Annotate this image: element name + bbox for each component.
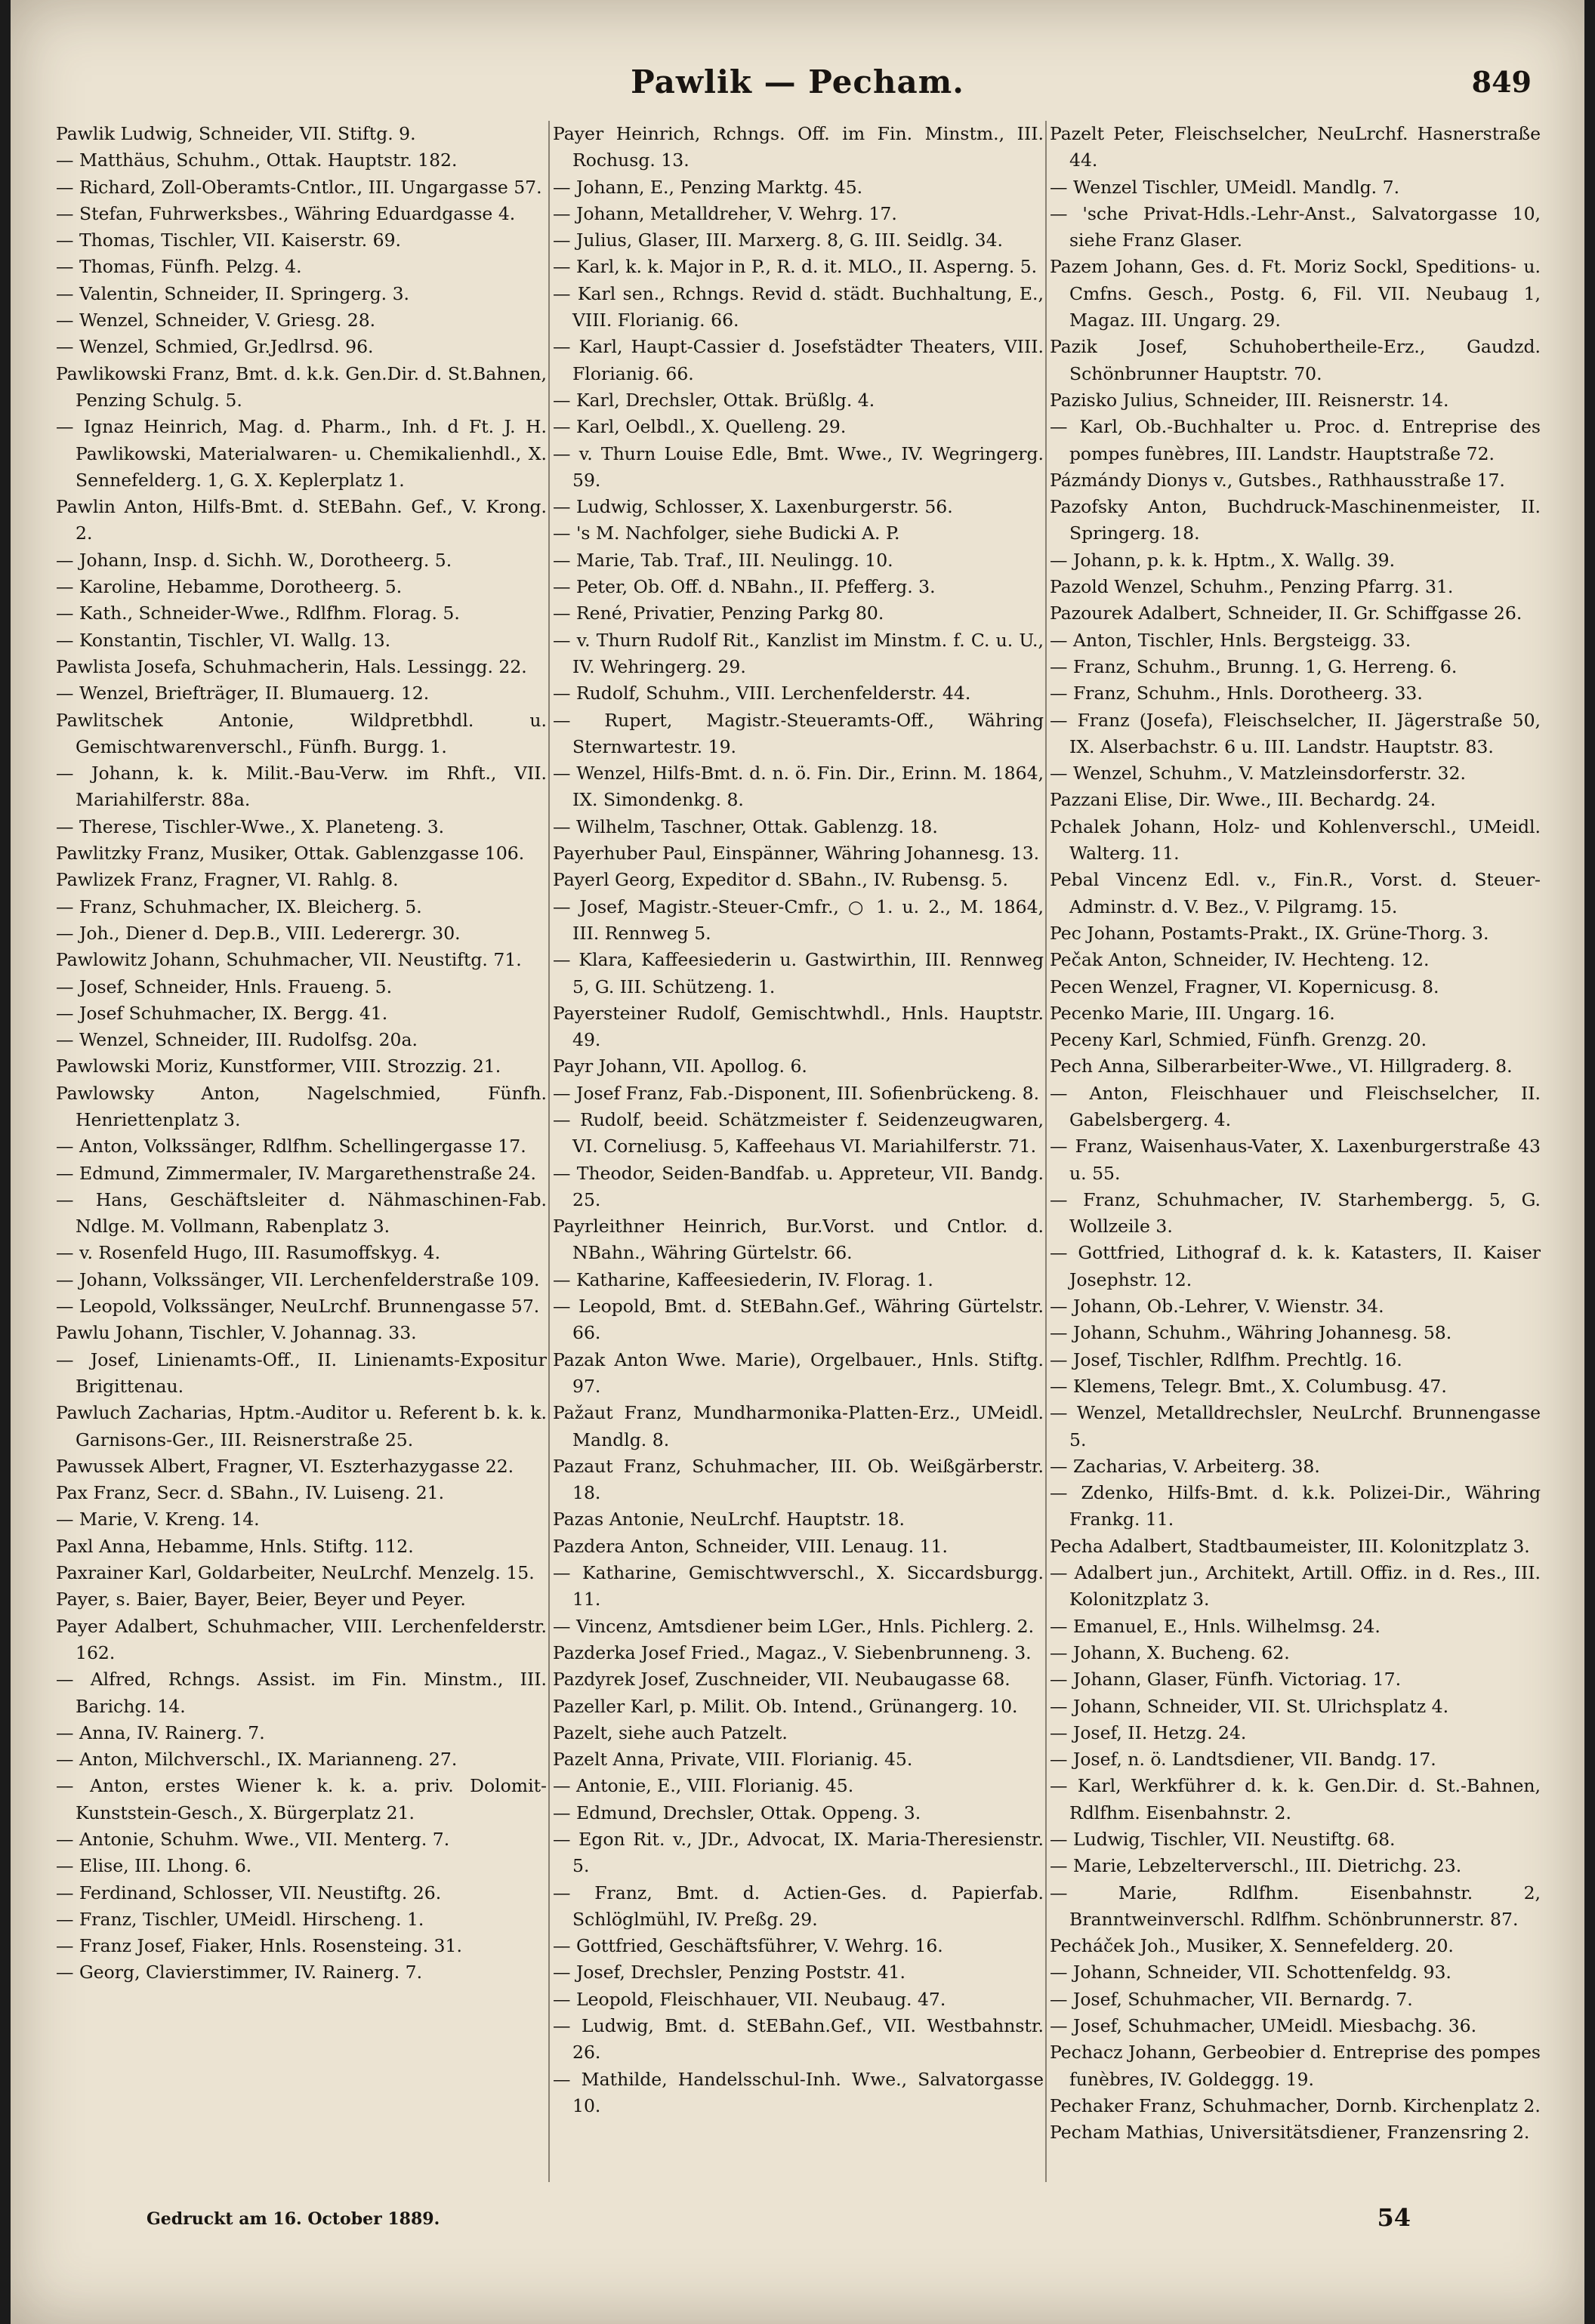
directory-entry: — Johann, Volkssänger, VII. Lerchenfelderstraße 109. [56,1268,540,1290]
directory-entry: Pecháček Joh., Musiker, X. Sennefelderg. 20. [1050,1935,1454,1957]
directory-entry: — Antonie, Schuhm. Wwe., VII. Menterg. 7. [56,1829,450,1850]
directory-entry: Payer Adalbert, Schuhmacher, VIII. Lerchenfelderstr. 162. [56,1615,547,1663]
directory-entry: Pchalek Johann, Holz- und Kohlenverschl., UMeidl. Walterg. 11. [1050,815,1541,865]
directory-entry: Payerhuber Paul, Einspänner, Währing Johannesg. 13. [553,843,1040,865]
directory-entry: — Josef Franz, Fab.-Disponent, III. Sofienbrückeng. 8. [553,1082,1040,1104]
directory-entry: — Johann, X. Bucheng. 62. [1050,1641,1290,1663]
directory-entry: — Wenzel, Schneider, V. Griesg. 28. [56,310,376,331]
directory-entry: Pázmándy Dionys v., Gutsbes., Rathhausstraße 17. [1050,469,1505,491]
directory-entry: Pebal Vincenz Edl. v., Fin.R., Vorst. d. Steuer-Adminstr. d. V. Bez., V. Pilgramg. 15. [1050,869,1541,917]
directory-entry: — Karl, Oelbdl., X. Quelleng. 29. [553,416,847,438]
directory-entry: Pechacz Johann, Gerbeobier d. Entreprise des pompes funèbres, IV. Goldeggg. 19. [1050,2042,1541,2090]
directory-entry: — Josef, II. Hetzg. 24. [1050,1721,1247,1743]
directory-entry: Pazdyrek Josef, Zuschneider, VII. Neubaugasse 68. [553,1669,1010,1691]
column-divider [1045,121,1047,2182]
directory-entry: — Karoline, Hebamme, Dorotheerg. 5. [56,576,403,598]
column-middle [553,121,1044,2182]
directory-entry: — Therese, Tischler-Wwe., X. Planeteng. 3. [56,815,445,837]
directory-entry: — Peter, Ob. Off. d. NBahn., II. Pfefferg. 3. [553,576,936,598]
directory-entry: Pecha Adalbert, Stadtbaumeister, III. Kolonitzplatz 3. [1050,1535,1530,1557]
directory-entry: Paxrainer Karl, Goldarbeiter, NeuLrchf. Menzelg. 15. [56,1562,535,1584]
directory-entry: — Wenzel Tischler, UMeidl. Mandlg. 7. [1050,176,1400,198]
directory-entry: Pazelt Anna, Private, VIII. Florianig. 45. [553,1749,913,1771]
directory-entry: — Anna, IV. Rainerg. 7. [56,1721,265,1743]
directory-entry: — Anton, erstes Wiener k. k. a. priv. Dolomit-Kunststein-Gesch., X. Bürgerplatz 21. [56,1775,547,1823]
directory-entry: Pazelt Peter, Fleischselcher, NeuLrchf. Hasnerstraße 44. [1050,123,1541,171]
directory-entry: Pazzani Elise, Dir. Wwe., III. Bechardg. 24. [1050,789,1436,811]
directory-entry: — Johann, Ob.-Lehrer, V. Wienstr. 34. [1050,1296,1384,1318]
directory-entry: — Franz, Waisenhaus-Vater, X. Laxenburgerstraße 43 u. 55. [1050,1136,1541,1184]
directory-entry: Pawlista Josefa, Schuhmacherin, Hals. Lessingg. 22. [56,655,527,677]
directory-entry: — Johann, k. k. Milit.-Bau-Verw. im Rhft., VII. Mariahilferstr. 88a. [56,763,547,811]
directory-entry: — Zacharias, V. Arbeiterg. 38. [1050,1455,1320,1477]
directory-entry: — Franz, Schuhm., Brunng. 1, G. Herreng. 6. [1050,655,1458,677]
directory-entry: — Johann, E., Penzing Marktg. 45. [553,176,863,198]
directory-entry: — Stefan, Fuhrwerksbes., Währing Eduardgasse 4. [56,202,516,224]
directory-entry: — Leopold, Volkssänger, NeuLrchf. Brunnengasse 57. [56,1296,540,1318]
directory-entry: Payersteiner Rudolf, Gemischtwhdl., Hnls. Hauptstr. 49. [553,1002,1044,1051]
directory-entry: Pawlikowski Franz, Bmt. d. k.k. Gen.Dir. d. St.Bahnen, Penzing Schulg. 5. [56,362,547,411]
directory-entry: — Marie, V. Kreng. 14. [56,1509,260,1530]
directory-entry: — Josef, Schuhmacher, VII. Bernardg. 7. [1050,1988,1413,2010]
directory-entry: Pawlitschek Antonie, Wildpretbhdl. u. Gemischtwarenverschl., Fünfh. Burgg. 1. [56,709,547,757]
directory-entry: — Egon Rit. v., JDr., Advocat, IX. Maria-Theresienstr. 5. [553,1829,1044,1877]
directory-entry: — Ignaz Heinrich, Mag. d. Pharm., Inh. d Ft. J. H. Pawlikowski, Materialwaren- u. Chemikalienhdl., X. Sennefelderg. 1, G. X. Keplerplatz 1. [56,416,547,491]
directory-entry: — Theodor, Seiden-Bandfab. u. Appreteur, VII. Bandg. 25. [553,1162,1044,1210]
directory-entry: — Zdenko, Hilfs-Bmt. d. k.k. Polizei-Dir., Währing Frankg. 11. [1050,1482,1541,1530]
directory-entry: — Antonie, E., VIII. Florianig. 45. [553,1775,854,1797]
directory-entry: — Karl, Werkführer d. k. k. Gen.Dir. d. St.-Bahnen, Rdlfhm. Eisenbahnstr. 2. [1050,1775,1541,1823]
directory-entry: — Elise, III. Lhong. 6. [56,1855,252,1877]
page-header [11,60,1584,106]
directory-entry: — Ludwig, Schlosser, X. Laxenburgerstr. 56. [553,496,953,518]
directory-entry: Paxl Anna, Hebamme, Hnls. Stiftg. 112. [56,1535,414,1557]
directory-entry: Pazold Wenzel, Schuhm., Penzing Pfarrg. 31. [1050,576,1454,598]
directory-entry: Pax Franz, Secr. d. SBahn., IV. Luiseng. 21. [56,1482,445,1504]
directory-entry: Pecenko Marie, III. Ungarg. 16. [1050,1002,1335,1024]
directory-entry: Pech Anna, Silberarbeiter-Wwe., VI. Hillgraderg. 8. [1050,1056,1513,1077]
directory-entry: — Ludwig, Tischler, VII. Neustiftg. 68. [1050,1829,1396,1850]
directory-entry: Pazourek Adalbert, Schneider, II. Gr. Schiffgasse 26. [1050,603,1522,624]
directory-entry: Pawlik Ludwig, Schneider, VII. Stiftg. 9. [56,123,416,144]
directory-entry: Payer Heinrich, Rchngs. Off. im Fin. Minstm., III. Rochusg. 13. [553,123,1044,171]
directory-entry: — 'sche Privat-Hdls.-Lehr-Anst., Salvatorgasse 10, siehe Franz Glaser. [1050,202,1541,251]
directory-entry: — Wenzel, Schneider, III. Rudolfsg. 20a. [56,1029,418,1051]
directory-entry: Pawlowitz Johann, Schuhmacher, VII. Neustiftg. 71. [56,949,522,971]
directory-entry: — Josef, Schneider, Hnls. Fraueng. 5. [56,976,393,997]
directory-entry: — Edmund, Drechsler, Ottak. Oppeng. 3. [553,1802,921,1823]
directory-entry: — Josef, Schuhmacher, UMeidl. Miesbachg. 36. [1050,2015,1477,2037]
directory-entry: — Adalbert jun., Architekt, Artill. Offiz. in d. Res., III. Kolonitzplatz 3. [1050,1562,1541,1610]
directory-entry: Pawlowsky Anton, Nagelschmied, Fünfh. Henriettenplatz 3. [56,1082,547,1130]
directory-entry: — Leopold, Bmt. d. StEBahn.Gef., Währing Gürtelstr. 66. [553,1296,1044,1344]
directory-entry: Pec Johann, Postamts-Prakt., IX. Grüne-Thorg. 3. [1050,922,1489,944]
directory-entry: — Josef, Drechsler, Penzing Poststr. 41. [553,1962,905,1983]
directory-entry: — Marie, Lebzelterverschl., III. Dietrichg. 23. [1050,1855,1462,1877]
directory-entry: — Marie, Rdlfhm. Eisenbahnstr. 2, Branntweinverschl. Rdlfhm. Schönbrunnerstr. 87. [1050,1882,1541,1930]
directory-entry: — Leopold, Fleischhauer, VII. Neubaug. 47. [553,1988,946,2010]
directory-entry: — Anton, Volkssänger, Rdlfhm. Schellingergasse 17. [56,1136,526,1157]
directory-entry: — Johann, p. k. k. Hptm., X. Wallg. 39. [1050,549,1396,571]
directory-entry: Pazik Josef, Schuhobertheile-Erz., Gaudzd. Schönbrunner Hauptstr. 70. [1050,336,1541,384]
directory-entry: Pawlu Johann, Tischler, V. Johannag. 33. [56,1322,417,1344]
directory-entry: — Franz, Schuhm., Hnls. Dorotheerg. 33. [1050,683,1423,704]
directory-entry: — Thomas, Tischler, VII. Kaiserstr. 69. [56,230,402,251]
directory-entry: — Karl, Haupt-Cassier d. Josefstädter Theaters, VIII. Florianig. 66. [553,336,1044,384]
directory-entry: — René, Privatier, Penzing Parkg 80. [553,603,884,624]
directory-entry: — Josef, n. ö. Landtsdiener, VII. Bandg. 17. [1050,1749,1436,1771]
directory-entry: Pecham Mathias, Universitätsdiener, Franzensring 2. [1050,2122,1530,2144]
directory-entry: Pawlin Anton, Hilfs-Bmt. d. StEBahn. Gef., V. Krong. 2. [56,496,547,544]
directory-entry: — 's M. Nachfolger, siehe Budicki A. P. [553,522,900,544]
directory-page [11,0,1584,2324]
directory-entry: Peceny Karl, Schmied, Fünfh. Grenzg. 20. [1050,1029,1427,1051]
directory-entry: — Marie, Tab. Traf., III. Neulingg. 10. [553,549,893,571]
directory-entry: — Gottfried, Lithograf d. k. k. Katasters, II. Kaiser Josephstr. 12. [1050,1242,1541,1290]
print-date: Gedruckt am 16. October 1889. [147,2209,440,2229]
directory-entry: Payrleithner Heinrich, Bur.Vorst. und Cntlor. d. NBahn., Währing Gürtelstr. 66. [553,1216,1044,1264]
directory-entry: — Katharine, Gemischtwverschl., X. Siccardsburgg. 11. [553,1562,1044,1610]
directory-entry: — Matthäus, Schuhm., Ottak. Hauptstr. 182. [56,149,458,171]
directory-entry: Pečak Anton, Schneider, IV. Hechteng. 12. [1050,949,1430,971]
directory-entry: Pazofsky Anton, Buchdruck-Maschinenmeister, II. Springerg. 18. [1050,496,1541,544]
directory-entry: Pawlitzky Franz, Musiker, Ottak. Gablenzgasse 106. [56,843,525,865]
directory-entry: Payr Johann, VII. Apollog. 6. [553,1056,807,1077]
directory-entry: — Konstantin, Tischler, VI. Wallg. 13. [56,629,391,651]
directory-entry: Pazem Johann, Ges. d. Ft. Moriz Sockl, Speditions- u. Cmfns. Gesch., Postg. 6, Fil. VII. Neubaug 1, Magaz. III. Ungarg. 29. [1050,256,1541,331]
directory-entry: — Julius, Glaser, III. Marxerg. 8, G. III. Seidlg. 34. [553,230,1004,251]
directory-entry: Pecen Wenzel, Fragner, VI. Kopernicusg. 8. [1050,976,1439,997]
directory-entry: — Franz, Tischler, UMeidl. Hirscheng. 1. [56,1908,424,1930]
directory-entry: — Karl, Drechsler, Ottak. Brüßlg. 4. [553,389,875,411]
directory-entry: — Franz (Josefa), Fleischselcher, II. Jägerstraße 50, IX. Alserbachstr. 6 u. III. Landstr. Hauptstr. 83. [1050,709,1541,757]
directory-entry: — Mathilde, Handelsschul-Inh. Wwe., Salvatorgasse 10. [553,2068,1044,2116]
directory-entry: — Klara, Kaffeesiederin u. Gastwirthin, III. Rennweg 5, G. III. Schützeng. 1. [553,949,1044,997]
directory-entry: — Ferdinand, Schlosser, VII. Neustiftg. 26. [56,1882,442,1903]
directory-entry: — Alfred, Rchngs. Assist. im Fin. Minstm., III. Barichg. 14. [56,1669,547,1717]
directory-entry: Pazelt, siehe auch Patzelt. [553,1721,788,1743]
directory-entry: — Wenzel, Hilfs-Bmt. d. n. ö. Fin. Dir., Erinn. M. 1864, IX. Simondenkg. 8. [553,763,1044,811]
directory-entry: — Richard, Zoll-Oberamts-Cntlor., III. Ungargasse 57. [56,176,542,198]
directory-entry: — v. Thurn Rudolf Rit., Kanzlist im Minstm. f. C. u. U., IV. Wehringerg. 29. [553,629,1044,677]
directory-entry: — Katharine, Kaffeesiederin, IV. Florag. 1. [553,1268,933,1290]
directory-entry: — Josef Schuhmacher, IX. Bergg. 41. [56,1002,388,1024]
directory-entry: — Johann, Insp. d. Sichh. W., Dorotheerg. 5. [56,549,452,571]
directory-entry: Pazderka Josef Fried., Magaz., V. Siebenbrunneng. 3. [553,1641,1032,1663]
running-head: Pawlik — Pecham. [631,63,964,100]
directory-entry: — Wenzel, Briefträger, II. Blumauerg. 12. [56,683,430,704]
directory-entry: — Johann, Metalldreher, V. Wehrg. 17. [553,202,897,224]
directory-entry: Pažaut Franz, Mundharmonika-Platten-Erz., UMeidl. Mandlg. 8. [553,1402,1044,1450]
directory-entry: Pazak Anton Wwe. Marie), Orgelbauer., Hnls. Stiftg. 97. [553,1348,1044,1397]
directory-entry: — Franz Josef, Fiaker, Hnls. Rosensteing. 31. [56,1935,462,1957]
directory-entry: — Josef, Tischler, Rdlfhm. Prechtlg. 16. [1050,1348,1402,1370]
directory-entry: — Emanuel, E., Hnls. Wilhelmsg. 24. [1050,1615,1381,1637]
directory-entry: — Edmund, Zimmermaler, IV. Margarethenstraße 24. [56,1162,536,1184]
directory-entry: — Wenzel, Metalldrechsler, NeuLrchf. Brunnengasse 5. [1050,1402,1541,1450]
directory-entry: — Johann, Schneider, VII. St. Ulrichsplatz 4. [1050,1695,1449,1717]
directory-entry: — Wenzel, Schmied, Gr.Jedlrsd. 96. [56,336,374,358]
directory-entry: — Rupert, Magistr.-Steueramts-Off., Währing Sternwartestr. 19. [553,709,1044,757]
directory-entry: — Rudolf, beeid. Schätzmeister f. Seidenzeugwaren, VI. Corneliusg. 5, Kaffeehaus VI. Mariahilferstr. 71. [553,1108,1044,1157]
directory-entry: — Vincenz, Amtsdiener beim LGer., Hnls. Pichlerg. 2. [553,1615,1035,1637]
directory-entry: — Johann, Schuhm., Währing Johannesg. 58. [1050,1322,1452,1344]
directory-entry: Pazeller Karl, p. Milit. Ob. Intend., Grünangerg. 10. [553,1695,1018,1717]
directory-entry: — Franz, Schuhmacher, IX. Bleicherg. 5. [56,895,422,917]
directory-entry: — Hans, Geschäftsleiter d. Nähmaschinen-Fab. Ndlge. M. Vollmann, Rabenplatz 3. [56,1188,547,1238]
page-number: 849 [1471,65,1532,99]
directory-entry: — Johann, Glaser, Fünfh. Victoriag. 17. [1050,1669,1402,1691]
directory-entry: Pawlowski Moriz, Kunstformer, VIII. Strozzig. 21. [56,1056,501,1077]
sheet-number: 54 [1377,2203,1411,2232]
directory-entry: Payer, s. Baier, Bayer, Beier, Beyer und Peyer. [56,1589,466,1610]
directory-entry: — Josef, Linienamts-Off., II. Linienamts-Expositur Brigittenau. [56,1348,547,1397]
column-left [56,121,547,2182]
directory-entry: — Rudolf, Schuhm., VIII. Lerchenfelderstr. 44. [553,683,971,704]
directory-entry: Pawussek Albert, Fragner, VI. Eszterhazygasse 22. [56,1455,514,1477]
directory-entry: — Kath., Schneider-Wwe., Rdlfhm. Florag. 5. [56,603,460,624]
directory-entry: — Johann, Schneider, VII. Schottenfeldg. 93. [1050,1962,1452,1983]
column-right [1050,121,1541,2182]
directory-entry: — v. Thurn Louise Edle, Bmt. Wwe., IV. Wegringerg. 59. [553,442,1044,491]
directory-entry: — Karl, Ob.-Buchhalter u. Proc. d. Entreprise des pompes funèbres, III. Landstr. Hauptstraße 72. [1050,416,1541,464]
directory-entry: — Franz, Bmt. d. Actien-Ges. d. Papierfab. Schlöglmühl, IV. Preßg. 29. [553,1882,1044,1930]
directory-entry: — Anton, Fleischhauer und Fleischselcher, II. Gabelsbergerg. 4. [1050,1082,1541,1130]
directory-entry: — Gottfried, Geschäftsführer, V. Wehrg. 16. [553,1935,943,1957]
directory-entry: — Joh., Diener d. Dep.B., VIII. Lederergr. 30. [56,922,461,944]
page-footer [11,2203,1584,2241]
directory-entry: — Wenzel, Schuhm., V. Matzleinsdorferstr. 32. [1050,763,1466,784]
directory-entry: — v. Rosenfeld Hugo, III. Rasumoffskyg. 4. [56,1242,441,1264]
directory-entry: — Josef, Magistr.-Steuer-Cmfr., ○ 1. u. 2., M. 1864, III. Rennweg 5. [553,895,1044,944]
directory-entry: Payerl Georg, Expeditor d. SBahn., IV. Rubensg. 5. [553,869,1008,891]
directory-entry: Pazas Antonie, NeuLrchf. Hauptstr. 18. [553,1509,905,1530]
directory-entry: Pechaker Franz, Schuhmacher, Dornb. Kirchenplatz 2. [1050,2094,1541,2116]
directory-entry: — Wilhelm, Taschner, Ottak. Gablenzg. 18. [553,815,938,837]
directory-entry: Pazisko Julius, Schneider, III. Reisnerstr. 14. [1050,389,1449,411]
directory-entry: — Anton, Milchverschl., IX. Marianneng. 27. [56,1749,458,1771]
directory-entry: Pawluch Zacharias, Hptm.-Auditor u. Referent b. k. k. Garnisons-Ger., III. Reisnerstraße 25. [56,1402,547,1450]
directory-entry: — Klemens, Telegr. Bmt., X. Columbusg. 47. [1050,1375,1447,1397]
directory-entry: — Valentin, Schneider, II. Springerg. 3. [56,282,410,304]
directory-entry: — Karl, k. k. Major in P., R. d. it. MLO., II. Asperng. 5. [553,256,1038,278]
directory-entry: — Karl sen., Rchngs. Revid d. städt. Buchhaltung, E., VIII. Florianig. 66. [553,282,1044,331]
directory-entry: Pawlizek Franz, Fragner, VI. Rahlg. 8. [56,869,399,891]
directory-entry: — Georg, Clavierstimmer, IV. Rainerg. 7. [56,1962,423,1983]
column-divider [548,121,550,2182]
directory-entry: Pazdera Anton, Schneider, VIII. Lenaug. 11. [553,1535,948,1557]
directory-entry: — Ludwig, Bmt. d. StEBahn.Gef., VII. Westbahnstr. 26. [553,2015,1044,2064]
directory-entry: — Thomas, Fünfh. Pelzg. 4. [56,256,302,278]
directory-entry: — Franz, Schuhmacher, IV. Starhembergg. 5, G. Wollzeile 3. [1050,1188,1541,1238]
directory-entry: Pazaut Franz, Schuhmacher, III. Ob. Weißgärberstr. 18. [553,1455,1044,1504]
directory-entry: — Anton, Tischler, Hnls. Bergsteigg. 33. [1050,629,1411,651]
